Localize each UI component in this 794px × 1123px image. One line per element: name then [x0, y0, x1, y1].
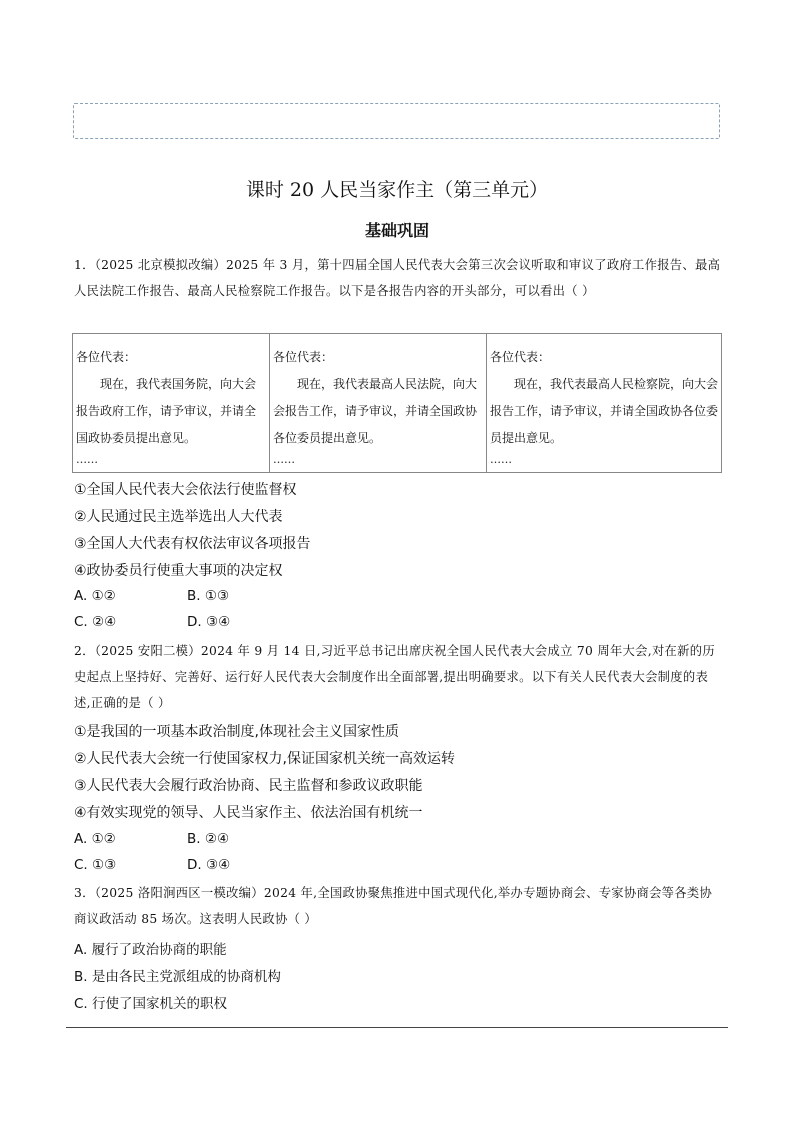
page-footer-rule: [66, 1027, 728, 1028]
report-body: 现在，我代表国务院，向大会报告政府工作，请予审议，并请全国政协委员提出意见。: [76, 377, 257, 445]
report-body: 现在，我代表最高人民法院，向大会报告工作，请予审议，并请全国政协各位委员提出意见。: [273, 377, 478, 445]
question-2-stem: 2．（2025 安阳二模）2024 年 9 月 14 日,习近平总书记出席庆祝全国人民代表大会成立 70 周年大会,对在新的历史起点上坚持好、完善好、运行好人民代表大会制度作出全面部署,提出明确要求。以下有关人民代表大会制度的表述,正确的是（ ）: [74, 644, 715, 710]
header-placeholder-box: [73, 103, 720, 139]
q2-statement-2: ②人民代表大会统一行使国家权力,保证国家机关统一高效运转: [74, 751, 455, 767]
q1-choice-d[interactable]: D. ③④: [187, 614, 231, 630]
greeting: 各位代表：: [76, 350, 137, 364]
lesson-title: 课时 20 人民当家作主（第三单元）: [245, 179, 549, 201]
greeting: 各位代表：: [273, 350, 334, 364]
q1-choice-a[interactable]: A. ①②: [74, 588, 116, 604]
q3-choice-a[interactable]: A. 履行了政治协商的职能: [74, 942, 227, 958]
q1-choice-b[interactable]: B. ①③: [187, 588, 230, 604]
report-cell-procuratorate: [487, 334, 722, 473]
report-cell-government: [73, 334, 270, 473]
report-openings-table: [72, 333, 722, 473]
ellipsis: ……: [273, 453, 295, 466]
q2-statement-3: ③人民代表大会履行政治协商、民主监督和参政议政职能: [74, 778, 423, 794]
q3-choice-c[interactable]: C. 行使了国家机关的职权: [74, 996, 228, 1012]
q2-choice-c[interactable]: C. ①③: [74, 857, 117, 873]
q2-statement-4: ④有效实现党的领导、人民当家作主、依法治国有机统一: [74, 805, 423, 821]
q2-choice-d[interactable]: D. ③④: [187, 857, 231, 873]
q1-statement-4: ④政协委员行使重大事项的决定权: [74, 563, 283, 579]
q1-statement-2: ②人民通过民主选举选出人大代表: [74, 509, 283, 525]
ellipsis: ……: [490, 453, 512, 466]
greeting: 各位代表：: [490, 350, 551, 364]
q1-statement-3: ③全国人大代表有权依法审议各项报告: [74, 536, 311, 552]
q2-choice-b[interactable]: B. ②④: [187, 831, 230, 847]
question-3-stem: 3．（2025 洛阳涧西区一模改编）2024 年,全国政协聚焦推进中国式现代化,举办专题协商会、专家协商会等各类协商议政活动 85 场次。这表明人民政协（ ）: [74, 886, 713, 926]
q2-choice-a[interactable]: A. ①②: [74, 831, 116, 847]
report-body: 现在，我代表最高人民检察院，向大会报告工作，请予审议，并请全国政协各位委员提出意见。: [490, 377, 719, 445]
section-heading: 基础巩固: [364, 221, 429, 240]
ellipsis: ……: [76, 453, 98, 466]
report-cell-court: [270, 334, 487, 473]
q2-statement-1: ①是我国的一项基本政治制度,体现社会主义国家性质: [74, 724, 399, 740]
question-1-stem: 1．（2025 北京模拟改编）2025 年 3 月，第十四届全国人民代表大会第三次会议听取和审议了政府工作报告、最高人民法院工作报告、最高人民检察院工作报告。以下是各报告内容的开头部分，可以看出（ ）: [74, 258, 721, 298]
q3-choice-b[interactable]: B. 是由各民主党派组成的协商机构: [74, 969, 281, 985]
q1-choice-c[interactable]: C. ②④: [74, 614, 117, 630]
q1-statement-1: ①全国人民代表大会依法行使监督权: [74, 482, 297, 498]
